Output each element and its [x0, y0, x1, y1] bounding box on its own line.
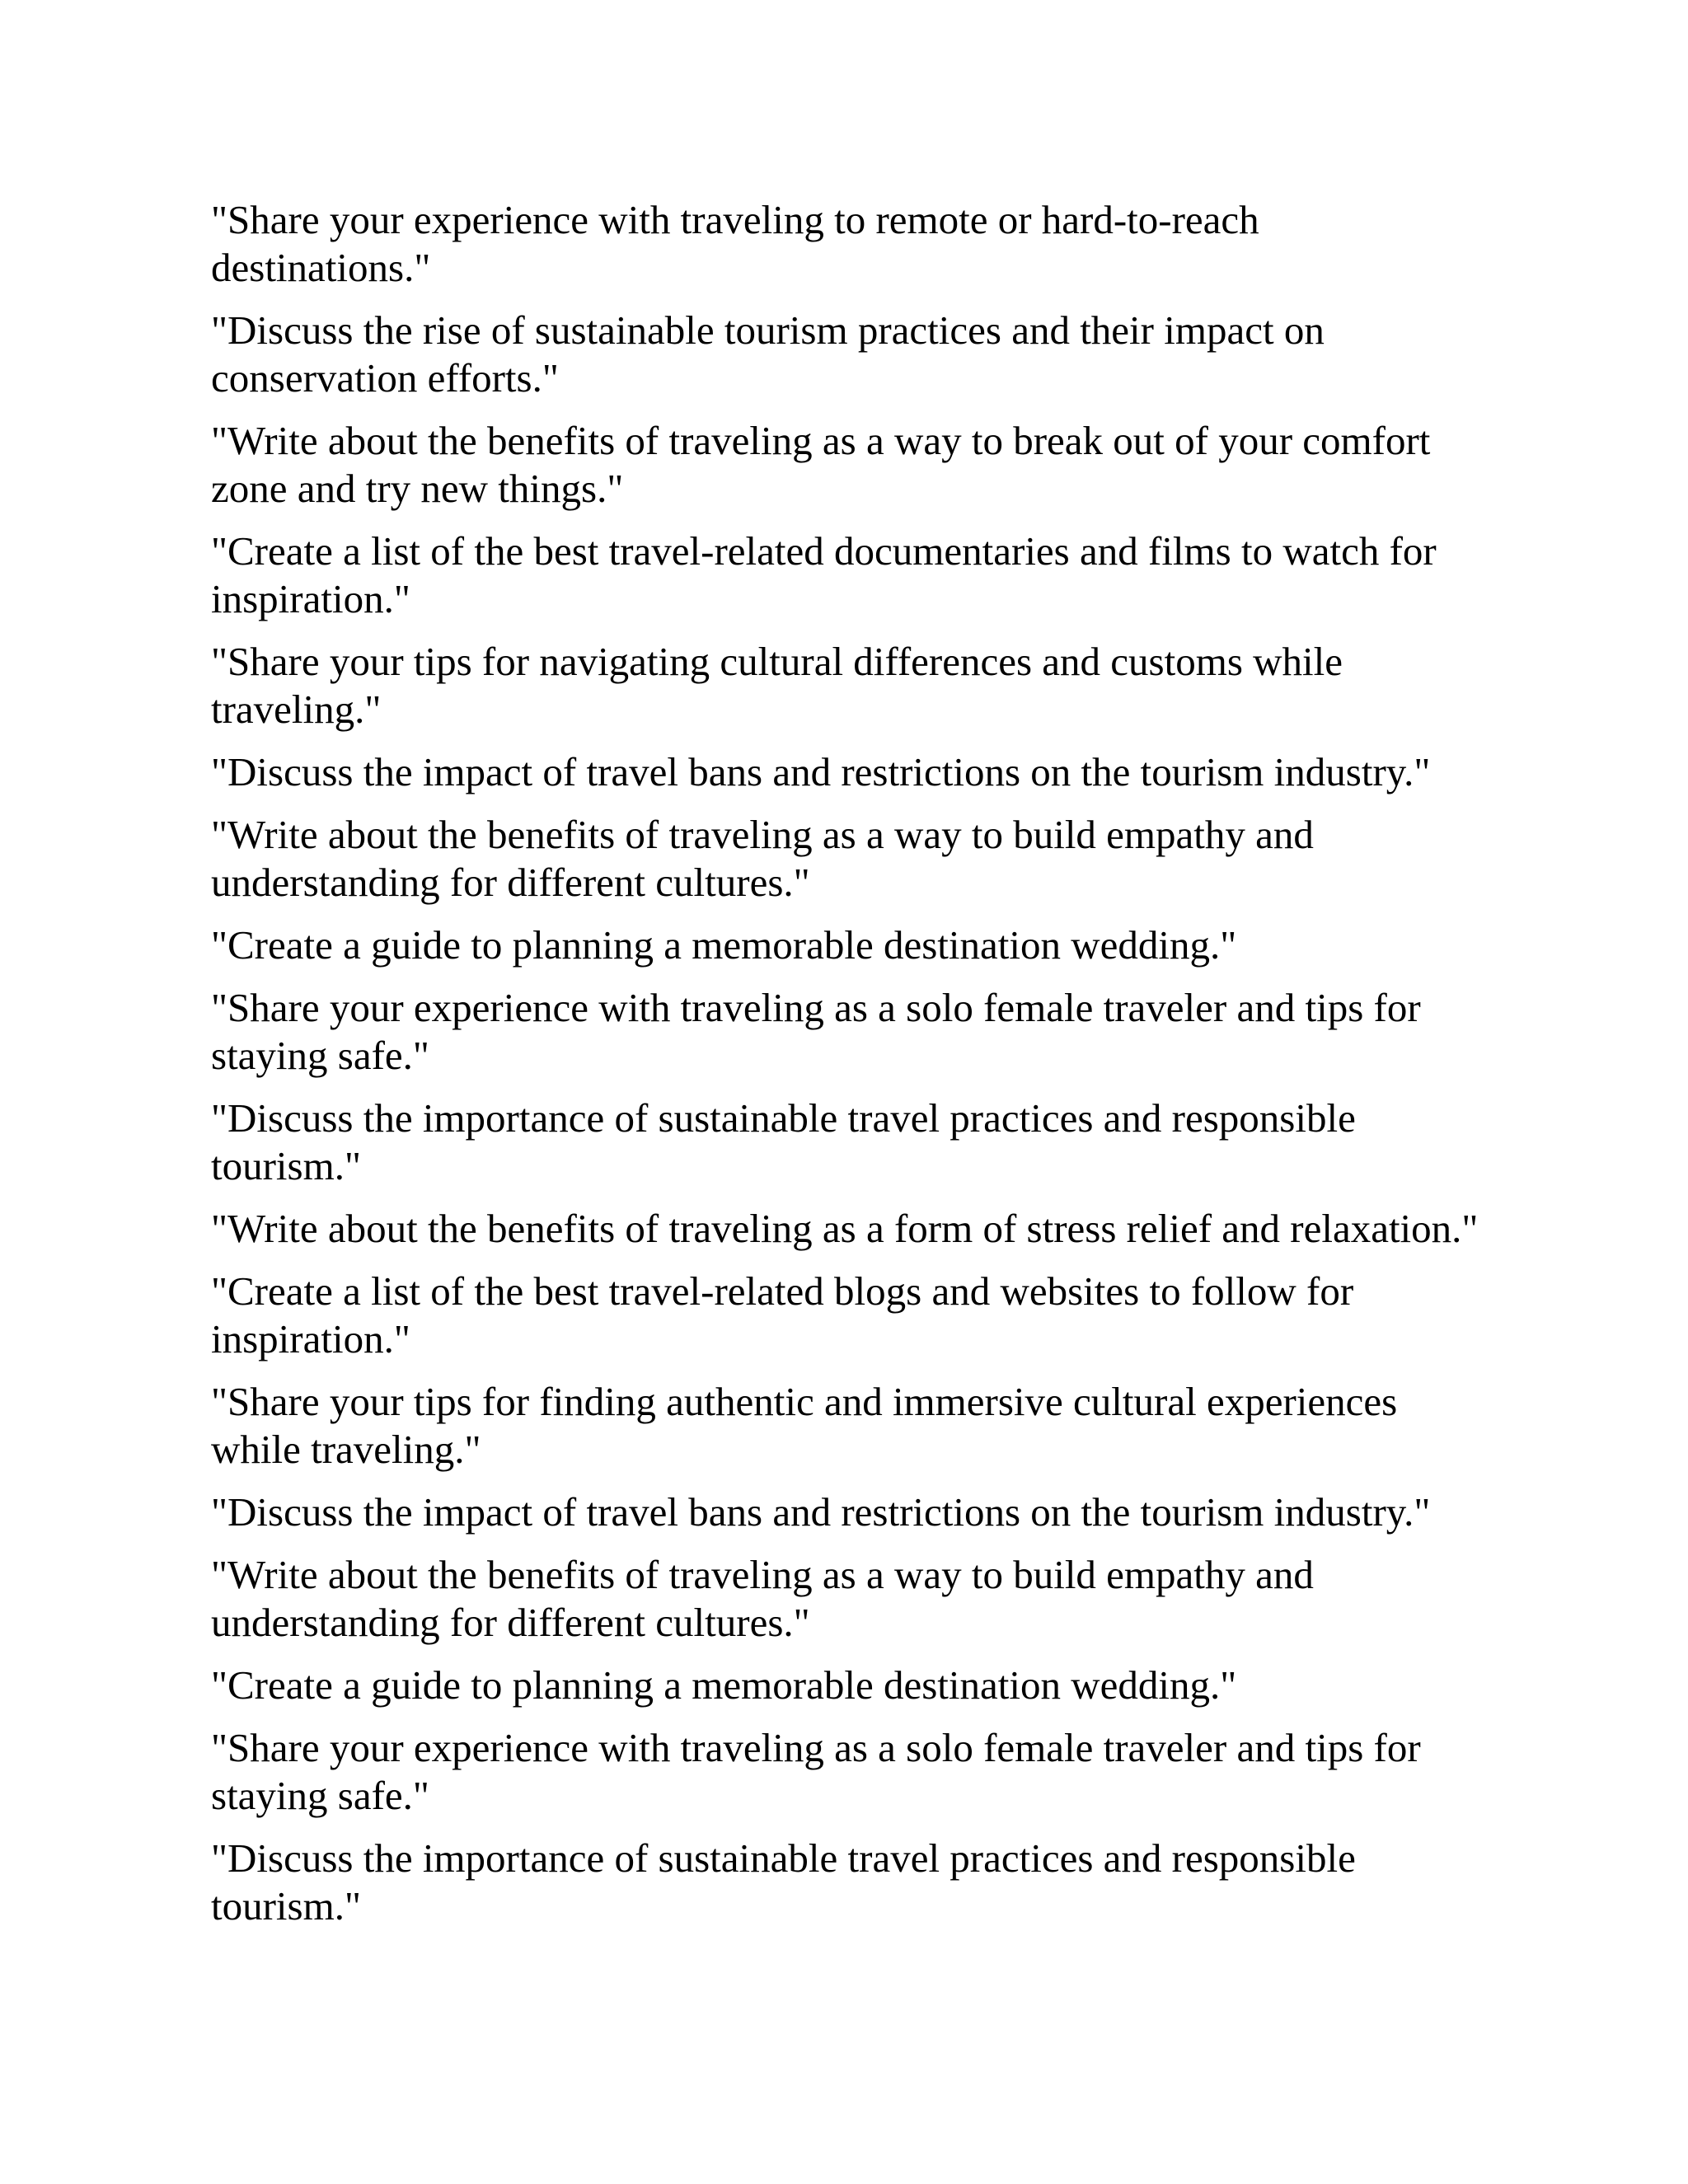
prompt-item: "Write about the benefits of traveling as a way to build empathy and understanding for different cultures.": [211, 1552, 1314, 1645]
prompt-item: "Write about the benefits of traveling as a way to break out of your comfort zone and try new things.": [211, 418, 1431, 511]
prompt-item: "Create a guide to planning a memorable destination wedding.": [211, 1662, 1237, 1708]
prompt-list: [211, 196, 1480, 1945]
prompt-item: "Share your tips for navigating cultural differences and customs while traveling.": [211, 639, 1343, 732]
prompt-item: "Discuss the importance of sustainable travel practices and responsible tourism.": [211, 1835, 1356, 1929]
prompt-item: "Write about the benefits of traveling as a form of stress relief and relaxation.": [211, 1206, 1479, 1251]
prompt-item: "Create a list of the best travel-related documentaries and films to watch for inspiration.": [211, 528, 1437, 621]
prompt-item: "Create a list of the best travel-related blogs and websites to follow for inspiration.": [211, 1268, 1354, 1361]
prompt-item: "Write about the benefits of traveling as a way to build empathy and understanding for different cultures.": [211, 812, 1314, 905]
prompt-item: "Discuss the impact of travel bans and restrictions on the tourism industry.": [211, 749, 1431, 794]
prompt-item: "Discuss the rise of sustainable tourism practices and their impact on conservation efforts.": [211, 307, 1325, 401]
prompt-item: "Share your experience with traveling as a solo female traveler and tips for staying safe.": [211, 985, 1421, 1078]
prompt-item: "Discuss the impact of travel bans and restrictions on the tourism industry.": [211, 1489, 1431, 1535]
prompt-item: "Discuss the importance of sustainable travel practices and responsible tourism.": [211, 1095, 1356, 1188]
prompt-item: "Share your experience with traveling as a solo female traveler and tips for staying safe.": [211, 1725, 1421, 1818]
prompt-item: "Share your tips for finding authentic and immersive cultural experiences while traveling.": [211, 1379, 1398, 1472]
prompt-item: "Create a guide to planning a memorable destination wedding.": [211, 922, 1237, 968]
prompt-item: "Share your experience with traveling to remote or hard-to-reach destinations.": [211, 197, 1259, 290]
